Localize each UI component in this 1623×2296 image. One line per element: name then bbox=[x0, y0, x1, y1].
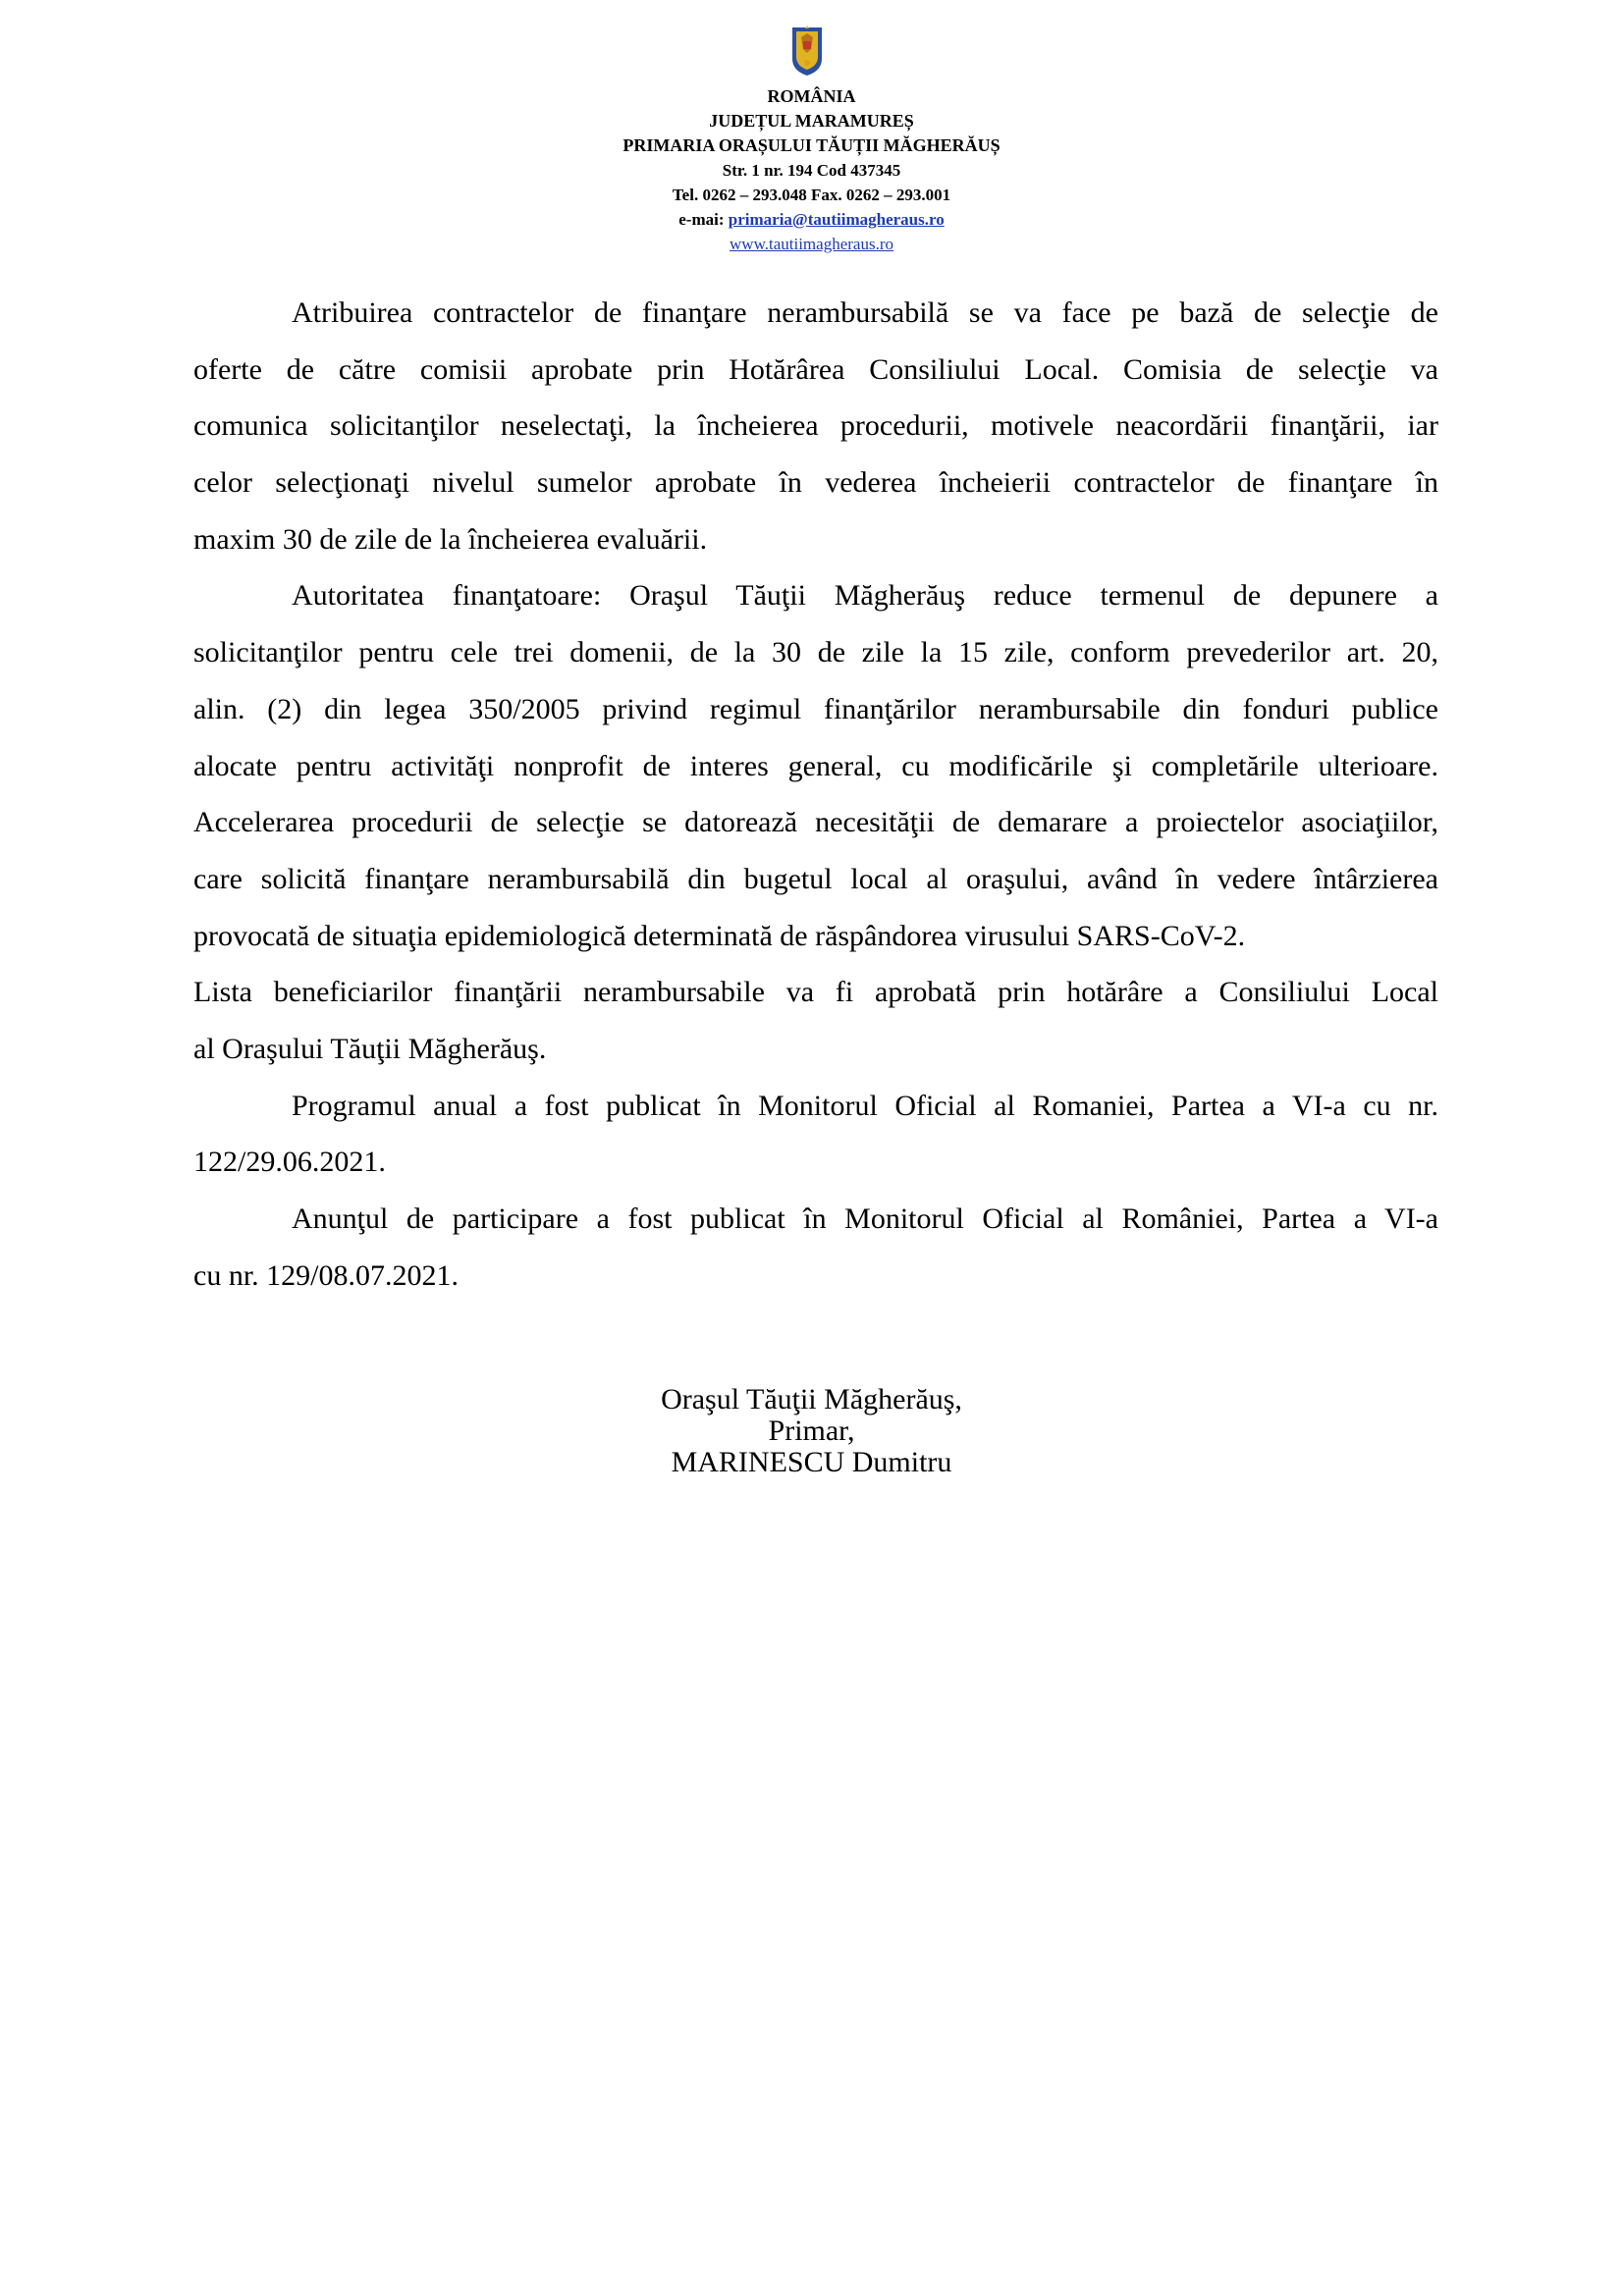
body-line: Atribuirea contractelor de finanţare nerambursabilă se va face pe bază de selecţie de bbox=[292, 296, 1438, 329]
body-line: maxim 30 de zile de la încheierea evaluării. bbox=[193, 522, 708, 556]
phone-fax: Tel. 0262 – 293.048 Fax. 0262 – 293.001 bbox=[672, 186, 951, 204]
document-body bbox=[193, 285, 1438, 1304]
institution-name: PRIMARIA ORAȘULUI TĂUȚII MĂGHERĂUȘ bbox=[622, 135, 1001, 155]
country-name: ROMÂNIA bbox=[767, 86, 856, 106]
signature-city: Oraşul Tăuţii Măgherăuş, bbox=[661, 1383, 962, 1415]
body-line: al Oraşului Tăuţii Măgherăuş. bbox=[193, 1032, 547, 1065]
body-line: Anunţul de participare a fost publicat în Monitorul Oficial al României, Partea a VI-a bbox=[292, 1202, 1438, 1235]
body-line: alin. (2) din legea 350/2005 privind regimul finanţărilor nerambursabile din fonduri publice bbox=[193, 692, 1438, 725]
body-line: oferte de către comisii aprobate prin Hotărârea Consiliului Local. Comisia de selecţie va bbox=[193, 352, 1438, 386]
body-line: alocate pentru activităţi nonprofit de interes general, cu modificările şi completările ulterioare. bbox=[193, 749, 1438, 782]
body-line: solicitanţilor pentru cele trei domenii, de la 30 de zile la 15 zile, conform prevederilor art. 20, bbox=[193, 636, 1438, 669]
website-link[interactable]: www.tautiimagheraus.ro bbox=[730, 235, 893, 253]
body-line: cu nr. 129/08.07.2021. bbox=[193, 1258, 459, 1292]
email-label: e-mai: bbox=[678, 210, 729, 229]
website-row bbox=[0, 232, 1623, 256]
body-line: Programul anual a fost publicat în Monitorul Oficial al Romaniei, Partea a VI-a cu nr. bbox=[292, 1089, 1438, 1122]
signature-block bbox=[0, 1384, 1623, 1478]
body-line: Autoritatea finanţatoare: Oraşul Tăuţii Măgherăuş reduce termenul de depunere a bbox=[292, 579, 1438, 613]
signature-name: MARINESCU Dumitru bbox=[671, 1446, 952, 1478]
romania-coat-of-arms-icon bbox=[791, 26, 823, 77]
signature-title: Primar, bbox=[768, 1415, 855, 1447]
email-link[interactable]: primaria@tautiimagheraus.ro bbox=[728, 210, 945, 229]
county-name: JUDEȚUL MARAMUREȘ bbox=[709, 111, 914, 131]
body-line: care solicită finanţare nerambursabilă din bugetul local al oraşului, având în vedere întârzierea bbox=[193, 862, 1438, 895]
letterhead bbox=[0, 84, 1623, 256]
body-line: provocată de situaţia epidemiologică determinată de răspândorea virusului SARS-CoV-2. bbox=[193, 919, 1246, 952]
body-line: Lista beneficiarilor finanţării nerambursabile va fi aprobată prin hotărâre a Consiliului Local bbox=[193, 976, 1438, 1009]
email-row bbox=[0, 207, 1623, 232]
body-line: comunica solicitanţilor neselectaţi, la încheierea procedurii, motivele neacordării finanţării, iar bbox=[193, 409, 1438, 443]
body-line: celor selecţionaţi nivelul sumelor aprobate în vederea încheierii contractelor de finanţare în bbox=[193, 466, 1438, 500]
body-line: Accelerarea procedurii de selecţie se datorează necesităţii de demarare a proiectelor asociaţiilor, bbox=[193, 806, 1438, 839]
address: Str. 1 nr. 194 Cod 437345 bbox=[722, 161, 901, 180]
body-line: 122/29.06.2021. bbox=[193, 1146, 386, 1179]
